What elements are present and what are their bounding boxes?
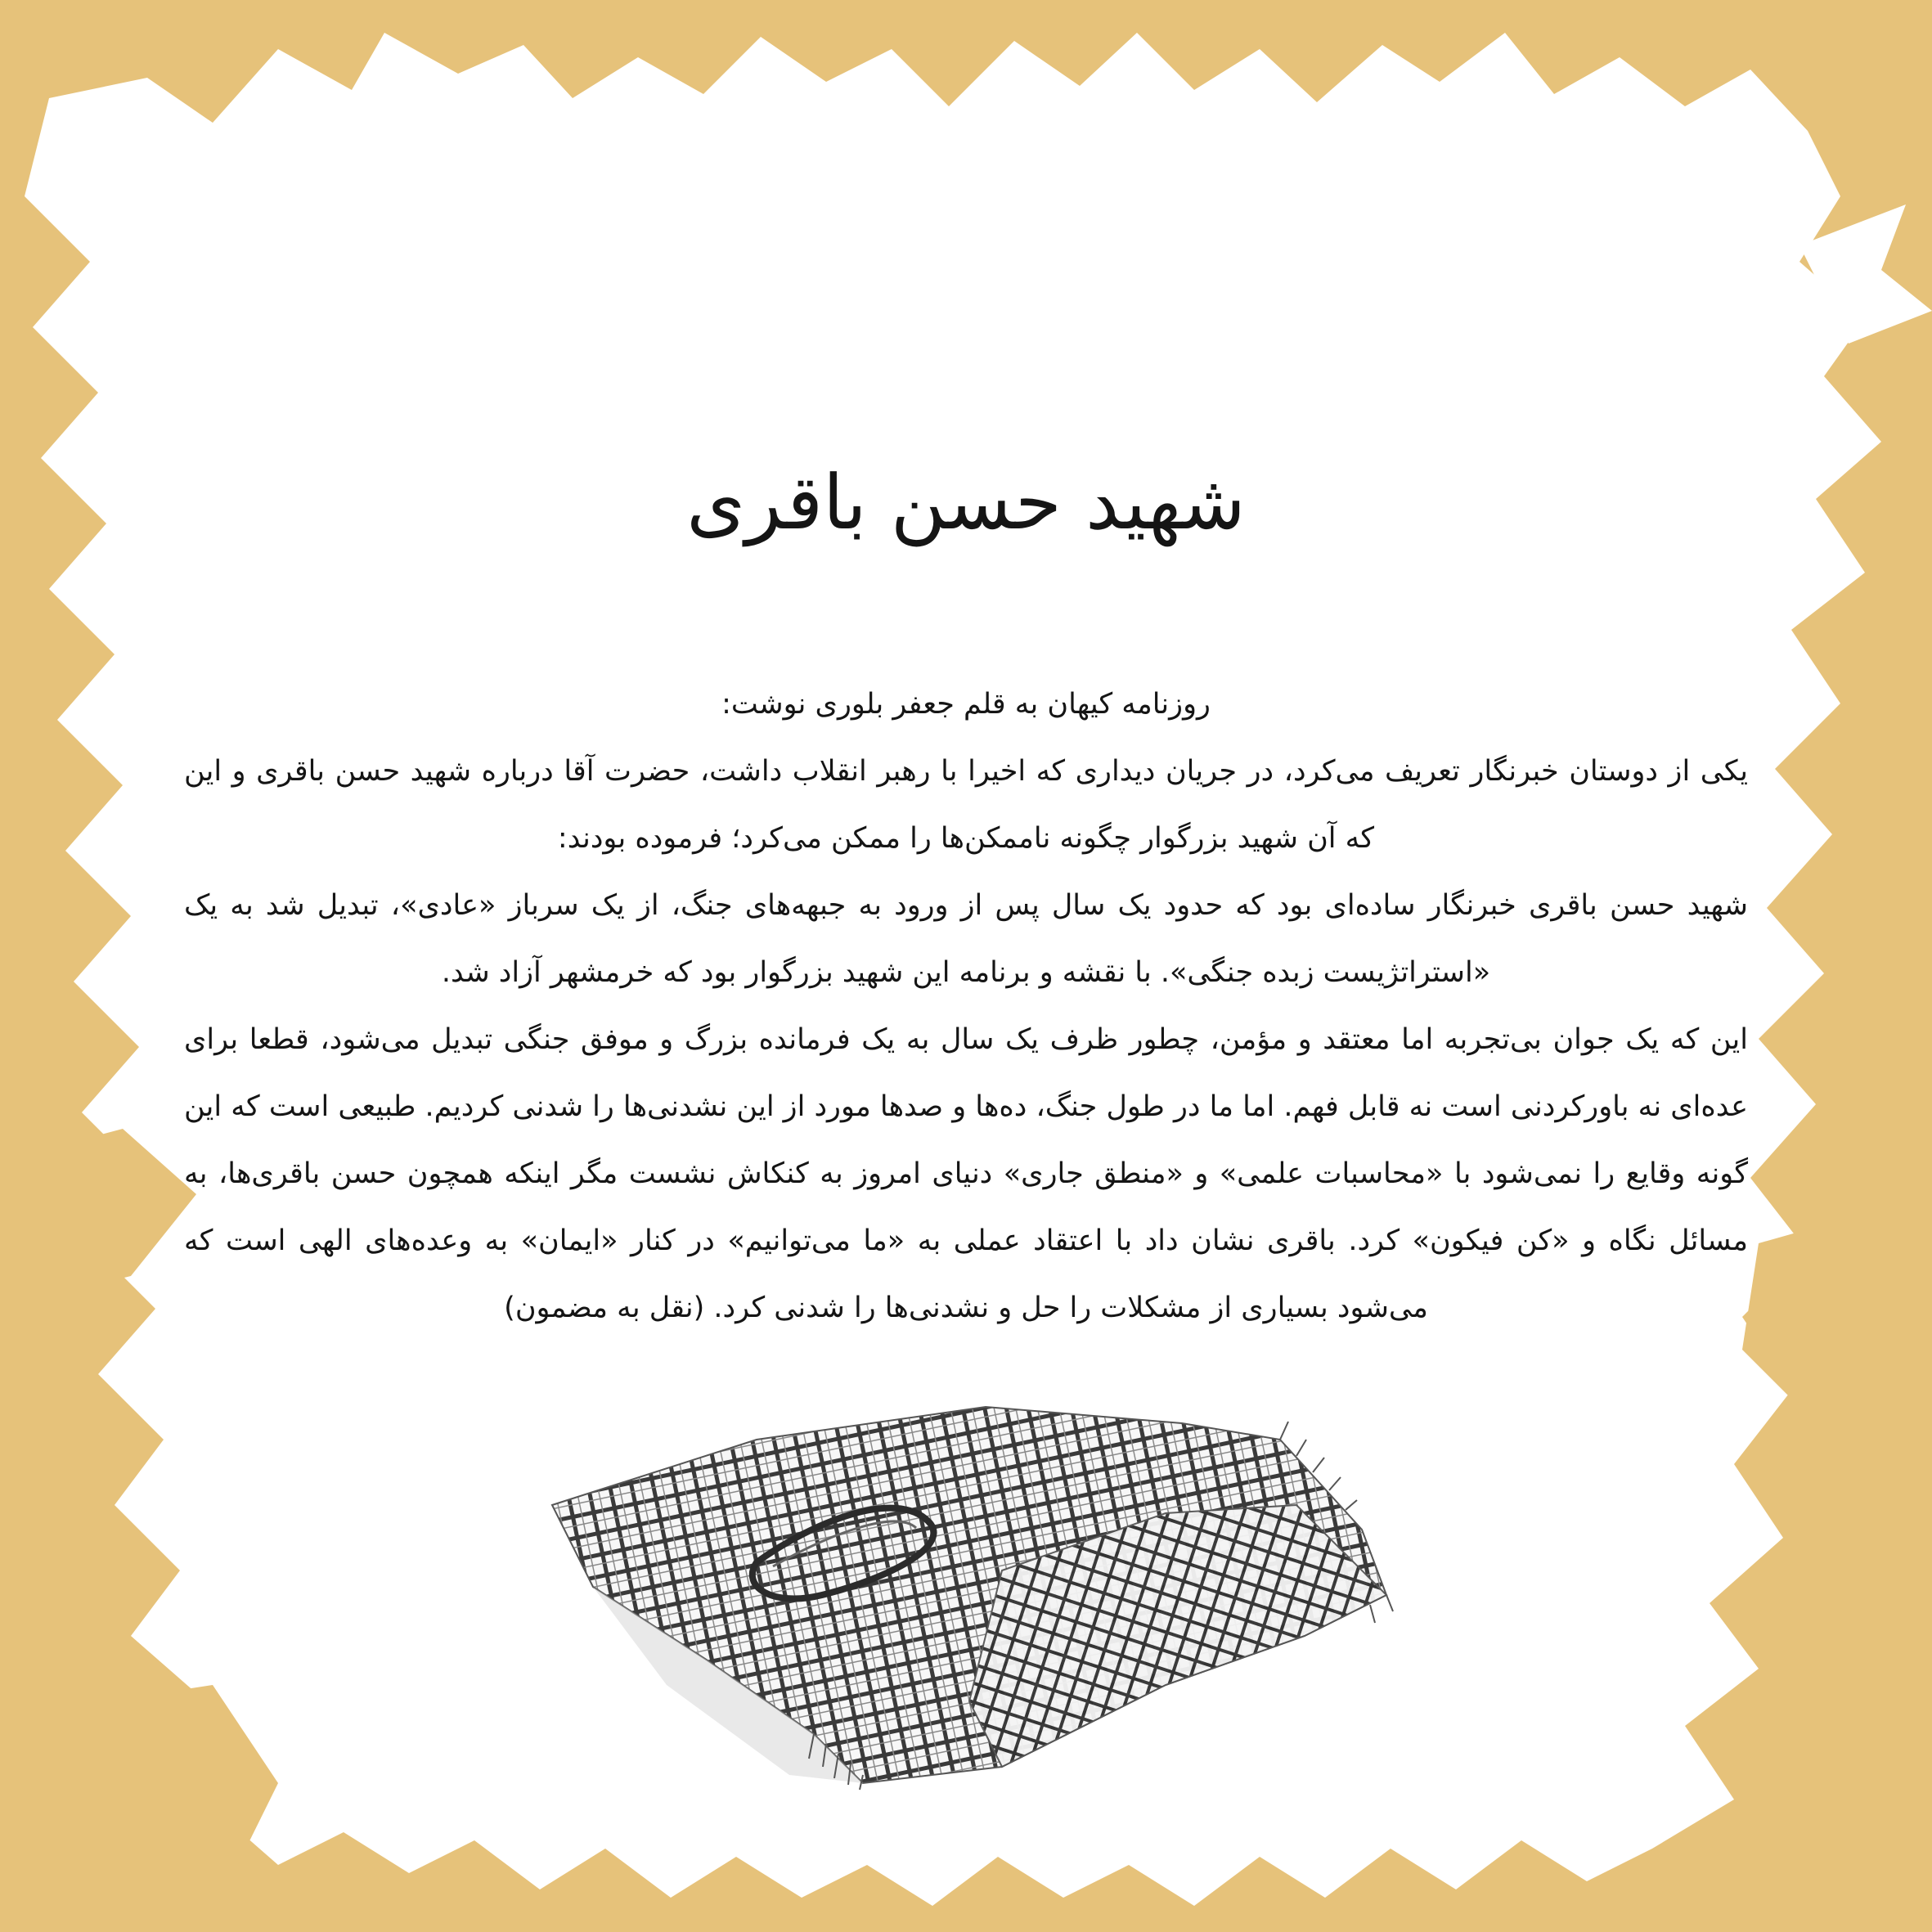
checkered-scarf-icon: [544, 1391, 1395, 1791]
paragraph-2: شهید حسن باقری خبرنگار ساده‌ای بود که حدود یک سال پس از ورود به جبهه‌های جنگ، از یک سرباز «عادی»، تبدیل شد به یک «استراتژیست زبده جنگی». با نقشه و برنامه این شهید بزرگوار بود که خرمشهر آزاد شد.: [184, 889, 1748, 990]
paragraph-3: این که یک جوان بی‌تجربه اما معتقد و مؤمن، چطور ظرف یک سال به یک فرمانده بزرگ و موفق جنگی تبدیل می‌شود، قطعا برای عده‌ای نه باورکردنی است نه قابل فهم. اما ما در طول جنگ، ده‌ها و صدها مورد از این نشدنی‌ها را شدنی کردیم. طبیعی است که این گونه وقایع را نمی‌شود با «محاسبات علمی» و «منطق جاری» دنیای امروز به کنکاش نشست مگر اینکه همچون حسن باقری‌ها، به مسائل نگاه و «کن فیکون» کرد. باقری نشان داد با اعتقاد عملی به «ما می‌توانیم» در کنار «ایمان» به وعده‌های الهی است که می‌شود بسیاری از مشکلات را حل و نشدنی‌ها را شدنی کرد. (نقل به مضمون): [184, 1023, 1748, 1325]
page-title: شهید حسن باقری: [686, 459, 1246, 546]
article: [184, 458, 1748, 1341]
paragraph-1: یکی از دوستان خبرنگار تعریف می‌کرد، در جریان دیداری که اخیرا با رهبر انقلاب داشت، حضرت آقا درباره شهید حسن باقری و این که آن شهید بزرگوار چگونه ناممکن‌ها را ممکن می‌کرد؛ فرموده بودند:: [184, 755, 1748, 856]
intro-line: روزنامه کیهان به قلم جعفر بلوری نوشت:: [721, 688, 1211, 721]
